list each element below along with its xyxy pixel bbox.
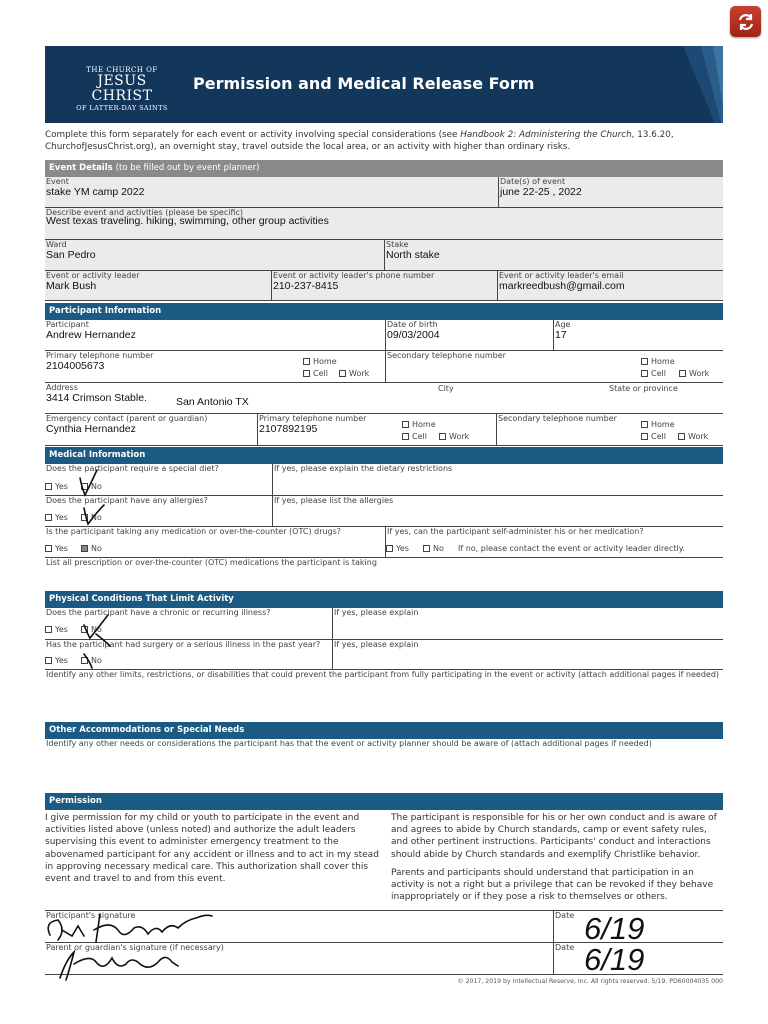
chronic-explain-label: If yes, please explain — [334, 608, 419, 617]
participant-date-value: 6/19 — [584, 911, 645, 943]
permission-right-text-2: Parents and participants should understand that participation in an activity is not a right but a privilege that can be revoked if they behave inappropriately or if they pose a risk to themselves or others. — [391, 868, 714, 903]
event-value: stake YM camp 2022 — [46, 186, 145, 198]
primary-home-label: Home — [313, 357, 337, 366]
participant-value: Andrew Hernandez — [46, 329, 136, 341]
surgery-yes-label: Yes — [55, 656, 68, 665]
describe-event-label: Describe event and activities (please be specific) — [46, 208, 244, 217]
emergency-primary-work-label: Work — [449, 432, 470, 441]
stake-value: North stake — [386, 249, 440, 261]
permission-left-text: I give permission for my child or youth to participate in the event and activities listed above (unless noted) and authorize the adult leaders supervising this event to administer emergency treatment to the abovenamed participant for any accident or illness and to act in my stead in approving necessary medical care. This authorization shall cover this event and travel to and from this event. — [45, 813, 379, 885]
participant-heading: Participant Information — [45, 303, 723, 320]
secondary-home-label: Home — [651, 357, 675, 366]
emergency-secondary-cell-label: Cell — [651, 432, 666, 441]
diet-yes-label: Yes — [55, 482, 68, 491]
self-admin-yes-label: Yes — [396, 544, 409, 553]
primary-work-label: Work — [349, 369, 370, 378]
emergency-secondary-label: Secondary telephone number — [498, 414, 617, 423]
allergy-explain-label: If yes, please list the allergies — [274, 496, 394, 505]
medication-no-label: No — [91, 544, 102, 553]
emergency-primary-value: 2107892195 — [259, 423, 318, 435]
diet-check-mark — [80, 470, 97, 495]
diet-explain-label: If yes, please explain the dietary restrictions — [274, 464, 453, 473]
medications-list-label: List all prescription or over-the-counter (OTC) medications the participant is taking — [46, 558, 377, 567]
primary-phone-label: Primary telephone number — [46, 351, 154, 360]
accommodations-label: Identify any other needs or considerations the participant has that the event or activity planner should be aware of (attach additional pages if needed) — [46, 739, 652, 748]
stake-label: Stake — [386, 240, 409, 249]
intro-handbook: Handbook 2: Administering the Church — [460, 130, 632, 140]
age-label: Age — [555, 320, 571, 329]
medical-heading: Medical Information — [45, 447, 723, 464]
self-admin-note: If no, please contact the event or activity leader directly. — [458, 544, 685, 553]
primary-phone-value: 2104005673 — [46, 360, 105, 372]
medication-yes-label: Yes — [55, 544, 68, 553]
diet-no-label: No — [91, 482, 102, 491]
other-limits-label: Identify any other limits, restrictions, or disabilities that could prevent the participant from fully participating in the event or activity (attach additional pages if needed) — [46, 670, 720, 679]
intro-after: , 13.6.20, ChurchofJesusChrist.org), an overnight stay, travel outside the local area, or an activity with higher than ordinary risks. — [45, 130, 674, 152]
event-label: Event — [46, 177, 69, 186]
emergency-contact-value: Cynthia Hernandez — [46, 423, 136, 435]
emergency-primary-label: Primary telephone number — [259, 414, 367, 423]
leader-phone-label: Event or activity leader's phone number — [273, 271, 435, 280]
event-details-title: Event Details — [49, 163, 113, 173]
chronic-check-mark — [84, 615, 110, 646]
surgery-no-label: No — [91, 656, 102, 665]
intro-before: Complete this form separately for each event or activity involving special considerations (see — [45, 130, 461, 140]
secondary-work-label: Work — [689, 369, 710, 378]
age-value: 17 — [555, 329, 567, 341]
emergency-contact-label: Emergency contact (parent or guardian) — [46, 414, 208, 423]
emergency-primary-home-label: Home — [412, 420, 436, 429]
accommodations-heading: Other Accommodations or Special Needs — [45, 722, 723, 739]
participant-date-label: Date — [555, 911, 575, 920]
leader-email-label: Event or activity leader's email — [499, 271, 624, 280]
form-title: Permission and Medical Release Form — [193, 74, 535, 93]
self-admin-no-label: No — [433, 544, 444, 553]
copyright-notice: © 2017, 2019 by Intellectual Reserve, Inc. All rights reserved. 5/19. PD60004035 000 — [457, 978, 723, 985]
event-details-note: (to be filled out by event planner) — [115, 163, 260, 173]
emergency-primary-cell-label: Cell — [412, 432, 427, 441]
event-dates-label: Date(s) of event — [500, 177, 566, 186]
surgery-check-mark — [84, 654, 92, 668]
parent-date-value: 6/19 — [584, 943, 645, 975]
parent-signature-label: Parent or guardian's signature (if necessary) — [46, 943, 224, 952]
primary-cell-label: Cell — [313, 369, 328, 378]
leader-value: Mark Bush — [46, 280, 97, 292]
secondary-phone-label: Secondary telephone number — [387, 351, 506, 360]
medication-question-label: Is the participant taking any medication or over-the-counter (OTC) drugs? — [46, 527, 342, 536]
city-label: City — [438, 384, 454, 393]
dob-value: 09/03/2004 — [387, 329, 440, 341]
allergy-yes-label: Yes — [55, 513, 68, 522]
surgery-question-label: Has the participant had surgery or a serious illness in the past year? — [46, 640, 321, 649]
ward-value: San Pedro — [46, 249, 96, 261]
city-value: San Antonio TX — [176, 396, 249, 408]
participant-signature-label: Participant's signature — [46, 911, 136, 920]
address-value: 3414 Crimson Stable. — [46, 392, 147, 404]
describe-event-value: West texas traveling. hiking, swimming, other group activities — [46, 215, 329, 227]
participant-label: Participant — [46, 320, 89, 329]
chronic-yes-label: Yes — [55, 625, 68, 634]
leader-phone-value: 210-237-8415 — [273, 280, 339, 292]
allergy-no-label: No — [91, 513, 102, 522]
logo-line-1: THE CHURCH OF — [86, 66, 158, 74]
allergy-check-mark — [84, 505, 104, 524]
dob-label: Date of birth — [387, 320, 438, 329]
leader-label: Event or activity leader — [46, 271, 140, 280]
chronic-no-label: No — [91, 625, 102, 634]
ward-label: Ward — [46, 240, 67, 249]
logo-line-3: OF LATTER-DAY SAINTS — [76, 104, 168, 112]
event-dates-value: june 22-25 , 2022 — [500, 186, 582, 198]
allergy-question-label: Does the participant have any allergies? — [46, 496, 208, 505]
participant-signature — [48, 914, 212, 942]
diet-question-label: Does the participant require a special diet? — [46, 464, 219, 473]
physical-heading: Physical Conditions That Limit Activity — [45, 591, 723, 608]
emergency-secondary-work-label: Work — [688, 432, 709, 441]
parent-date-label: Date — [555, 943, 575, 952]
secondary-cell-label: Cell — [651, 369, 666, 378]
permission-right-text-1: The participant is responsible for his or her own conduct and is aware of and agrees to abide by Church standards, camp or event safety rules, and other pertinent instructions. Participants' conduct and interactions should abide by Church standards and exemplify Christlike behavior. — [391, 813, 717, 860]
self-admin-label: If yes, can the participant self-administer his or her medication? — [387, 527, 644, 536]
logo-line-2: JESUS CHRIST — [91, 73, 153, 104]
state-label: State or province — [609, 384, 678, 393]
surgery-explain-label: If yes, please explain — [334, 640, 419, 649]
emergency-secondary-home-label: Home — [651, 420, 675, 429]
leader-email-value: markreedbush@gmail.com — [499, 280, 625, 292]
address-label: Address — [46, 383, 78, 392]
chronic-question-label: Does the participant have a chronic or recurring illness? — [46, 608, 271, 617]
permission-heading: Permission — [45, 793, 723, 810]
parent-signature — [60, 952, 178, 980]
